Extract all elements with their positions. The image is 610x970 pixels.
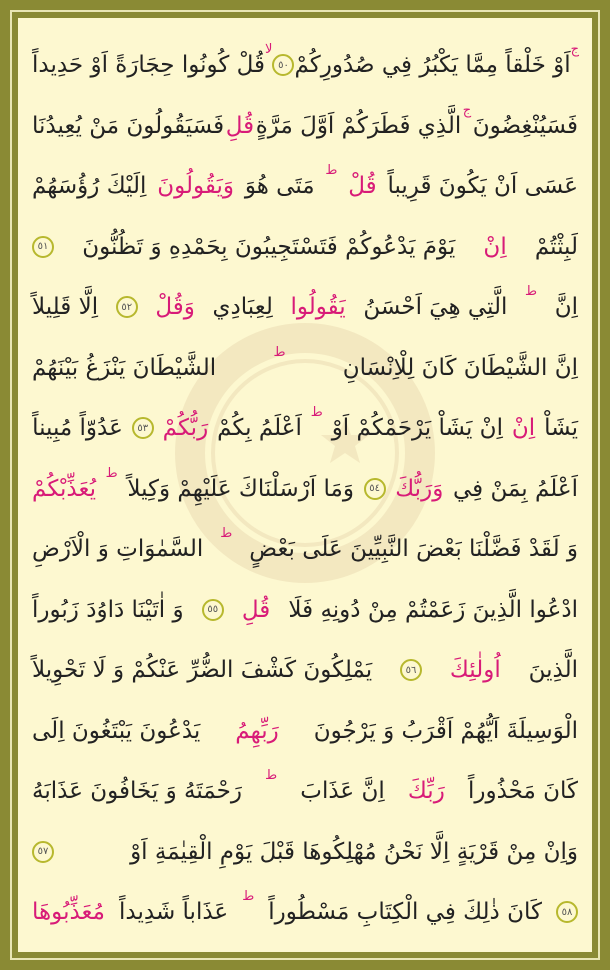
text-line — [32, 462, 578, 516]
highlighted-word: وَرَبُّكَ — [395, 475, 444, 502]
highlighted-word: قُلِ — [225, 112, 255, 139]
verse-text: يَشَاْ — [544, 415, 578, 441]
highlighted-word: يَقُولُوا — [290, 294, 346, 320]
verse-text: فَسَيُنْغِضُونَ — [472, 112, 578, 139]
verse-text: لِعِبَادِي — [212, 294, 273, 320]
pause-mark: ط — [265, 768, 278, 783]
pause-mark: ج — [462, 102, 472, 118]
pause-mark: ط — [325, 163, 338, 178]
ayah-number-marker: ٥٦ — [400, 659, 422, 681]
verse-text: الشَّيْطَانَ يَنْزَغُ بَيْنَهُمْ — [32, 354, 217, 381]
text-line — [32, 825, 578, 879]
ayah-number-marker: ٥٢ — [116, 296, 138, 318]
verse-text: اَعْلَمُ بِمَنْ فِي — [452, 475, 578, 502]
text-line — [32, 280, 578, 334]
text-line — [32, 583, 578, 637]
highlighted-word: مُعَذِّبُوهَا — [32, 899, 105, 925]
verse-text: كَانَ مَحْذُوراً — [467, 778, 578, 804]
verse-text: يَدْعُونَ يَبْتَغُونَ اِلَى — [32, 717, 201, 744]
verse-text: وَمَا اَرْسَلْنَاكَ عَلَيْهِمْ وَكِيلاً — [127, 475, 354, 502]
verse-text: وَاِنْ مِنْ قَرْيَةٍ اِلَّا نَحْنُ مُهْلِكُوهَا قَبْلَ يَوْمِ الْقِيٰمَةِ اَوْ — [130, 838, 578, 865]
verse-text: اَوْ خَلْقاً مِمَّا يَكْبُرُ فِي صُدُورِكُمْ — [294, 52, 571, 78]
verse-text: ادْعُوا الَّذِينَ زَعَمْتُمْ مِنْ دُونِهِ فَلَا — [288, 596, 578, 623]
verse-text: وَ اٰتَيْنَا دَاوُدَ زَبُوراً — [32, 596, 184, 623]
verse-text: يَوْمَ يَدْعُوكُمْ فَتَسْتَجِيبُونَ بِحَمْدِهِ وَ تَظُنُّونَ — [82, 233, 456, 260]
text-line — [32, 159, 578, 213]
mushaf-page — [18, 18, 592, 952]
text-line — [32, 704, 578, 758]
verse-text: اِلَّا قَلِيلاً — [32, 294, 99, 320]
ayah-number-marker: ٥٥ — [202, 599, 224, 621]
pause-mark: ج — [570, 42, 579, 57]
verse-text: قُلْ كُونُوا حِجَارَةً اَوْ حَدِيداً — [32, 52, 266, 78]
pause-mark: ط — [310, 405, 323, 420]
ayah-number-marker: ٥٧ — [32, 841, 54, 863]
verse-text: الَّذِي فَطَرَكُمْ اَوَّلَ مَرَّةٍ — [255, 112, 462, 139]
highlighted-word: رَبِّكَ — [407, 778, 445, 804]
highlighted-word: اِنْ — [511, 415, 536, 441]
ayah-number-marker: ٥١ — [32, 236, 54, 258]
text-line — [32, 522, 578, 576]
pause-mark: ط — [273, 344, 286, 360]
verse-text: اَعْلَمُ بِكُمْ — [217, 415, 302, 441]
verse-text: رَحْمَتَهُ وَ يَخَافُونَ عَذَابَهُ — [32, 778, 242, 804]
highlighted-word: قُلْ — [348, 173, 377, 199]
text-line — [32, 341, 578, 395]
verse-text: وَ لَقَدْ فَضَّلْنَا بَعْضَ النَّبِيِّينَ عَلَى بَعْضٍ — [249, 536, 578, 562]
ayah-number-marker: ٥٤ — [364, 478, 386, 500]
highlighted-word: قُلِ — [241, 596, 271, 623]
highlighted-word: اِنْ — [483, 233, 507, 260]
text-line — [32, 38, 578, 92]
ayah-number-marker: ٥٨ — [556, 901, 578, 923]
highlighted-word: رَبِّهِمُ — [235, 717, 279, 744]
verse-text: فَسَيَقُولُونَ مَنْ يُعِيدُنَا — [32, 112, 225, 139]
verse-text: اِنَّ — [554, 294, 578, 320]
highlighted-word: رَبُّكُمْ — [162, 415, 209, 441]
pause-mark: ط — [525, 284, 538, 299]
verse-text: كَانَ ذٰلِكَ فِي الْكِتَابِ مَسْطُوراً — [268, 899, 542, 925]
verse-text: السَّمٰوَاتِ وَ الْاَرْضِ — [32, 536, 204, 562]
ayah-number-marker: ٥٣ — [132, 417, 154, 439]
verse-text: الَّذِينَ — [528, 657, 578, 683]
verse-text: الَّتِي هِيَ اَحْسَنُ — [363, 294, 508, 320]
pause-mark: ط — [220, 526, 233, 541]
highlighted-word: وَقُلْ — [155, 294, 195, 320]
verse-text: اِلَيْكَ رُؤُسَهُمْ — [32, 173, 147, 199]
verse-text: عَذَاباً شَدِيداً — [119, 899, 229, 925]
verse-text: يَمْلِكُونَ كَشْفَ الضُّرِّ عَنْكُمْ وَ لَا تَحْوِيلاً — [32, 657, 373, 683]
text-line — [32, 99, 578, 153]
verse-text: اِنَّ الشَّيْطَانَ كَانَ لِلْاِنْسَانِ — [342, 354, 578, 381]
highlighted-word: اُولٰئِكَ — [449, 657, 501, 683]
highlighted-word: وَيَقُولُونَ — [157, 173, 235, 199]
pause-mark: ط — [242, 889, 255, 904]
verse-text: اِنَّ عَذَابَ — [300, 778, 385, 804]
pause-mark: لا — [265, 42, 273, 57]
text-line — [32, 401, 578, 455]
verse-text: مَتَى هُوَ — [244, 173, 315, 199]
verse-text: لَبِثْتُمْ — [534, 233, 578, 260]
text-line — [32, 764, 578, 818]
highlighted-word: يُعَذِّبْكُمْ — [32, 475, 96, 502]
verse-text: عَدُوّاً مُبِيناً — [32, 415, 123, 441]
verse-text: الْوَسِيلَةَ اَيُّهُمْ اَقْرَبُ وَ يَرْجُونَ — [313, 717, 578, 744]
pause-mark: ط — [105, 465, 118, 481]
text-line — [32, 220, 578, 274]
text-line — [32, 643, 578, 697]
verse-text: عَسَى اَنْ يَكُونَ قَرِيباً — [387, 173, 578, 199]
text-lines — [18, 18, 592, 952]
ayah-number-marker: ٥٠ — [272, 54, 294, 76]
text-line — [32, 885, 578, 939]
verse-text: اِنْ يَشَاْ يَرْحَمْكُمْ اَوْ — [331, 415, 503, 441]
